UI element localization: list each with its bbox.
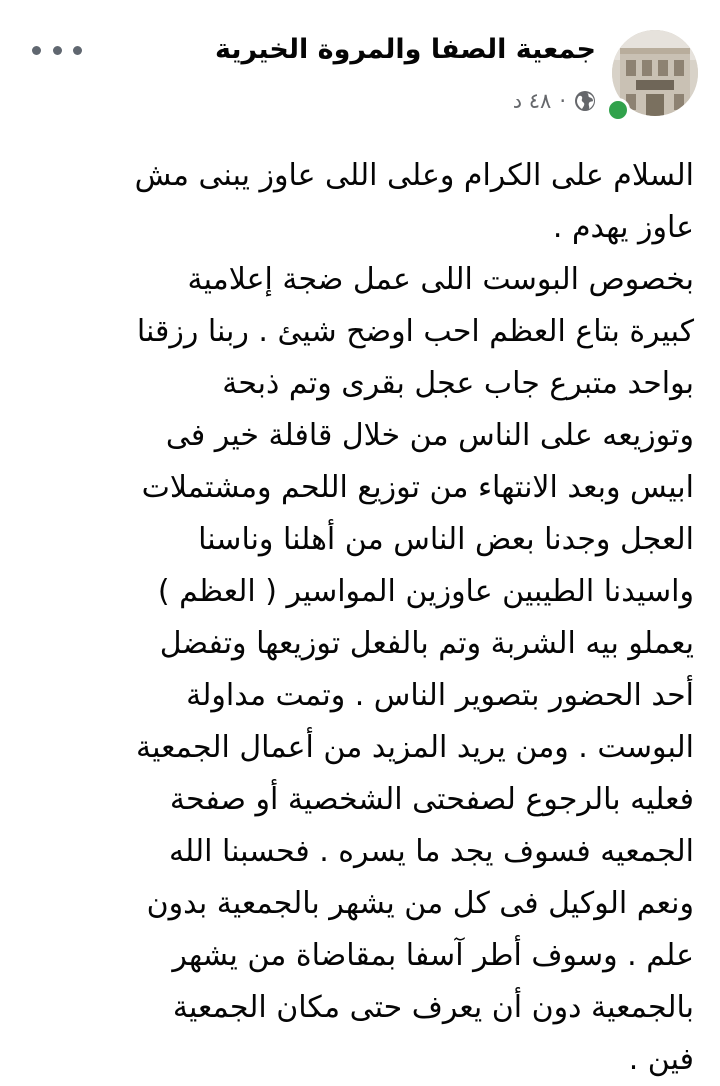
post-text-line: عاوز يهدم . <box>552 210 694 245</box>
globe-icon[interactable] <box>574 90 596 112</box>
post-text-line: بالجمعية دون أن يعرف حتى مكان الجمعية <box>172 990 694 1025</box>
post-header <box>0 24 720 124</box>
post-text-line: كبيرة بتاع العظم احب اوضح شيئ . ربنا رزقنا <box>136 314 694 349</box>
post-text-line: فين . <box>628 1042 694 1077</box>
post-text-line: وتوزيعه على الناس من خلال قافلة خير فى <box>165 418 694 453</box>
post-text-line: البوست . ومن يريد المزيد من أعمال الجمعية <box>136 730 694 765</box>
more-dot-icon <box>73 46 82 55</box>
post-text-line: أحد الحضور بتصوير الناس . وتمت مداولة <box>186 678 694 713</box>
more-options-button[interactable] <box>32 38 82 62</box>
meta-separator: · <box>559 89 566 113</box>
post-text-line: ابيس وبعد الانتهاء من توزيع اللحم ومشتملات <box>141 470 694 505</box>
post-text-line: ونعم الوكيل فى كل من يشهر بالجمعية بدون <box>146 886 694 921</box>
more-dot-icon <box>53 46 62 55</box>
post-text-line: بخصوص البوست اللى عمل ضجة إعلامية <box>187 262 694 297</box>
page-name-link[interactable]: جمعية الصفا والمروة الخيرية <box>215 34 596 65</box>
post-text-line: فعليه بالرجوع لصفحتى الشخصية أو صفحة <box>169 782 694 817</box>
post-text-line: الجمعيه فسوف يجد ما يسره . فحسبنا الله <box>168 834 694 869</box>
post-text-line: علم . وسوف أطر آسفا بمقاضاة من يشهر <box>172 938 694 973</box>
post-text-line: واسيدنا الطيبين عاوزين المواسير ( العظم ) <box>157 574 694 609</box>
post-text-line: العجل وجدنا بعض الناس من أهلنا وناسنا <box>198 522 694 557</box>
online-status-dot <box>606 98 630 122</box>
post-text-line: السلام على الكرام وعلى اللى عاوز يبنى مش <box>134 158 694 193</box>
post-body-text <box>34 150 694 1086</box>
post-meta <box>513 84 596 118</box>
post-text-line: بواحد متبرع جاب عجل بقرى وتم ذبحة <box>222 366 694 401</box>
more-dot-icon <box>32 46 41 55</box>
post-time[interactable]: ٤٨ د <box>512 89 552 113</box>
post-text-line: يعملو بيه الشربة وتم بالفعل توزيعها وتفضل <box>159 626 694 661</box>
